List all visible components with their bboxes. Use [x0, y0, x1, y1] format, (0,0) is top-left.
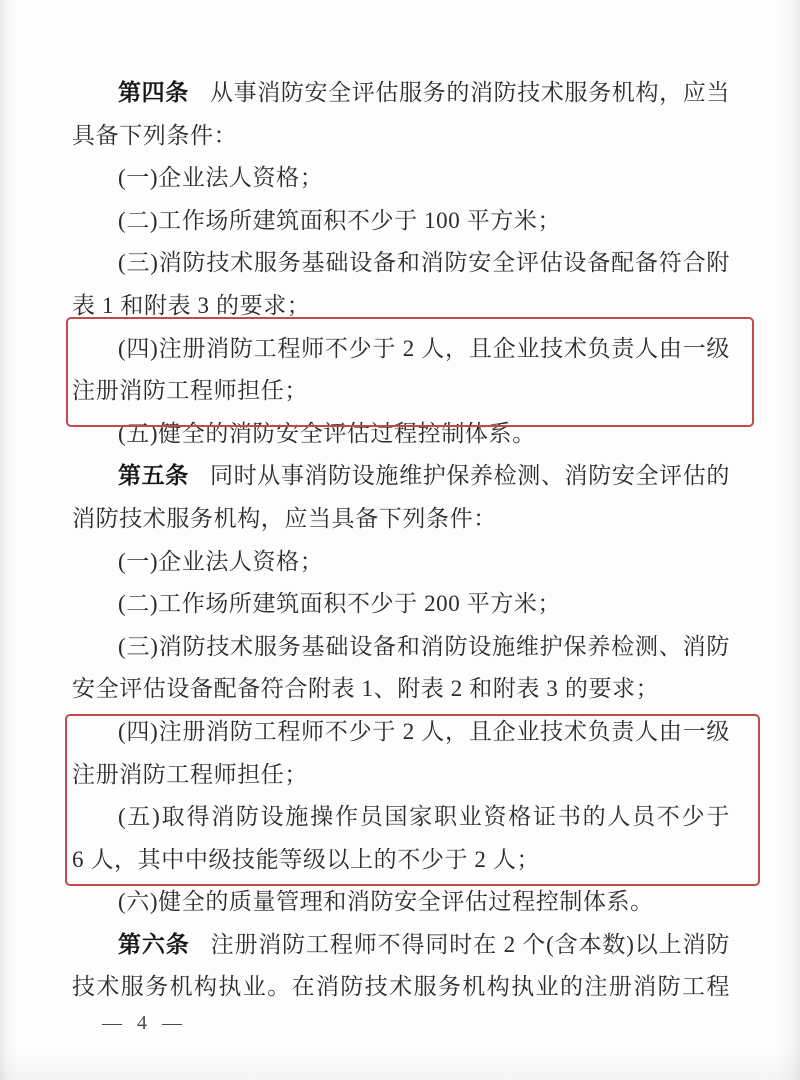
document-line: (一)企业法人资格； [118, 165, 324, 191]
document-line: (一)企业法人资格； [118, 548, 324, 574]
document-line: 技术服务机构执业。在消防技术服务机构执业的注册消防工程 [72, 974, 730, 1000]
document-line: 具备下列条件： [72, 122, 238, 148]
article-heading-line: 第五条 同时从事消防设施维护保养检测、消防安全评估的 [118, 463, 730, 489]
document-line: (三)消防技术服务基础设备和消防安全评估设备配备符合附 [118, 250, 730, 276]
document-line: (五)取得消防设施操作员国家职业资格证书的人员不少于 [118, 804, 730, 830]
article-heading-line: 第四条 从事消防安全评估服务的消防技术服务机构，应当 [118, 80, 730, 105]
document-line: (三)消防技术服务基础设备和消防设施维护保养检测、消防 [118, 633, 730, 659]
document-line: (二)工作场所建筑面积不少于 200 平方米； [118, 591, 562, 617]
document-line: 表 1 和附表 3 的要求； [72, 292, 311, 318]
document-line: 注册消防工程师担任； [72, 378, 308, 404]
article-number: 第四条 [118, 80, 189, 105]
document-line: 安全评估设备配备符合附表 1、附表 2 和附表 3 的要求； [72, 676, 660, 702]
article-number: 第五条 [118, 463, 189, 489]
article-number: 第六条 [118, 931, 190, 957]
document-line: 注册消防工程师担任； [72, 761, 308, 787]
document-line: 6 人，其中中级技能等级以上的不少于 2 人； [72, 846, 541, 872]
page-number: — 4 — [102, 1012, 187, 1034]
document-body [72, 72, 730, 1009]
article-heading-line: 第六条 注册消防工程师不得同时在 2 个(含本数)以上消防 [118, 931, 730, 957]
document-line: (五)健全的消防安全评估过程控制体系。 [118, 420, 536, 446]
document-line: (六)健全的质量管理和消防安全评估过程控制体系。 [118, 889, 654, 915]
document-line: (四)注册消防工程师不少于 2 人，且企业技术负责人由一级 [118, 335, 730, 361]
document-line: (四)注册消防工程师不少于 2 人，且企业技术负责人由一级 [118, 718, 730, 744]
document-line: 消防技术服务机构，应当具备下列条件： [72, 505, 497, 531]
document-line: (二)工作场所建筑面积不少于 100 平方米； [118, 207, 562, 233]
